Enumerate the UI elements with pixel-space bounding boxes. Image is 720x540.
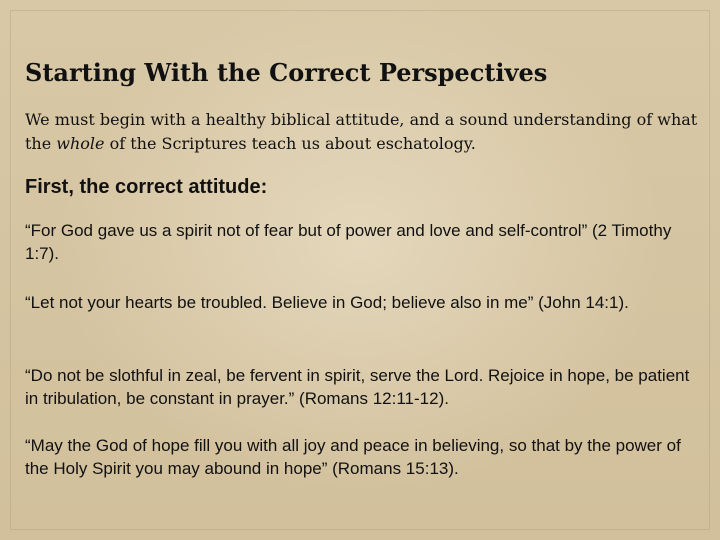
scripture-quote: “For God gave us a spirit not of fear but of power and love and self-control” (2 Timothy 1:7).: [25, 221, 672, 263]
intro-text-end: of the Scriptures teach us about eschatology.: [104, 134, 476, 153]
scripture-quote: “Let not your hearts be troubled. Believe in God; believe also in me” (John 14:1).: [25, 293, 629, 312]
intro-text-start: We must begin with a healthy biblical attitude, and a sound understanding of what the: [25, 110, 698, 153]
scripture-quote: “May the God of hope fill you with all joy and peace in believing, so that by the power of the Holy Spirit you may abound in hope” (Romans 15:13).: [25, 436, 681, 478]
scripture-quote: “Do not be slothful in zeal, be fervent in spirit, serve the Lord. Rejoice in hope, be patient in tribulation, be constant in prayer.” (Romans 12:11-12).: [25, 366, 690, 408]
intro-paragraph: [25, 108, 705, 156]
section-subheading: First, the correct attitude:: [25, 176, 268, 198]
slide-title: Starting With the Correct Perspectives: [25, 58, 548, 87]
intro-emphasis: whole: [56, 134, 105, 153]
